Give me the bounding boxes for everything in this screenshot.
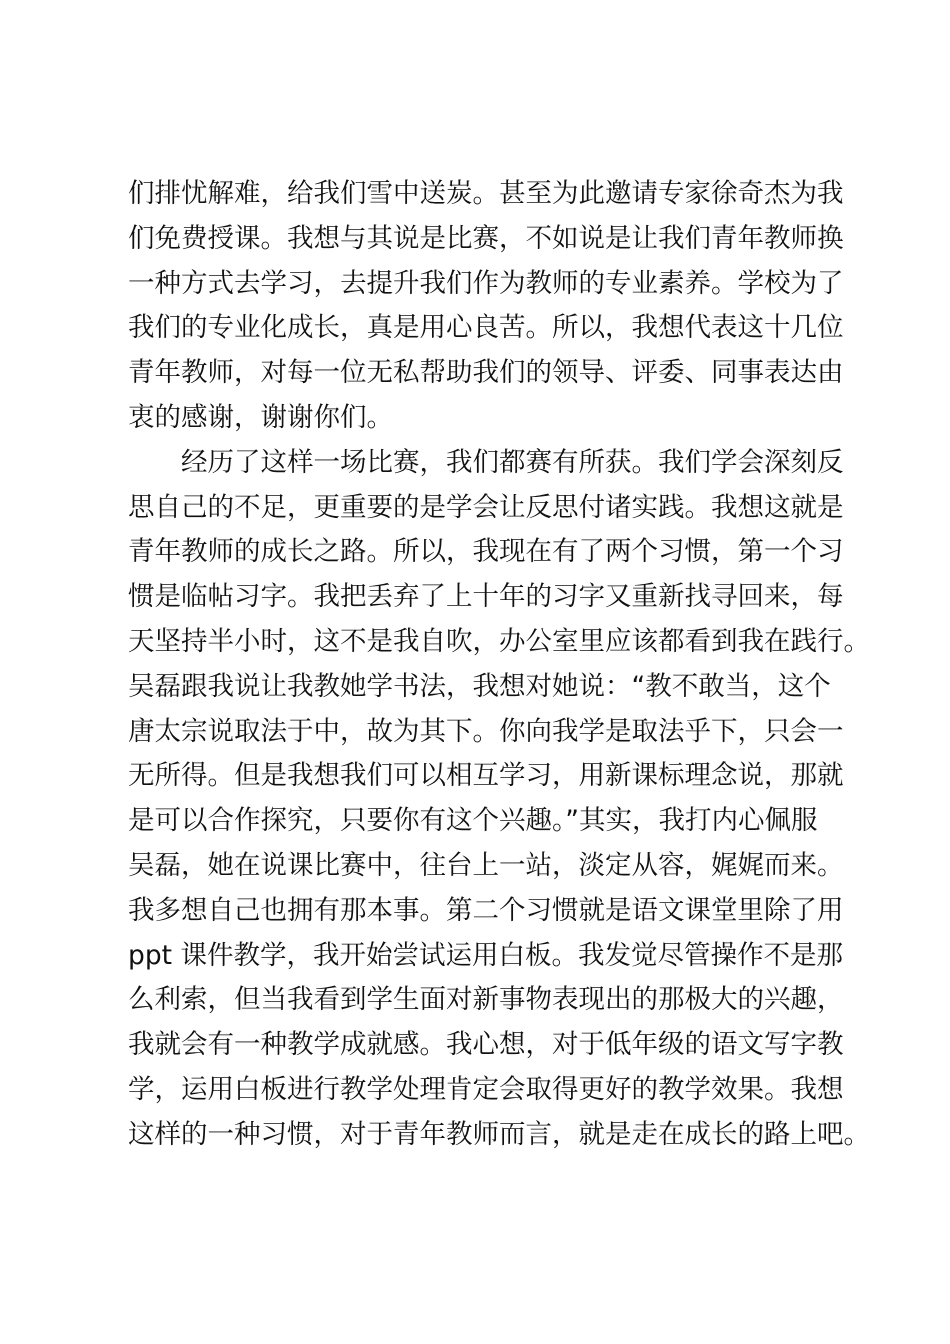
text-line-19: 么利索，但当我看到学生面对新事物表现出的那极大的兴趣， (128, 984, 844, 1016)
text-line-16: 吴磊，她在说课比赛中，往台上一站，淡定从容，娓娓而来。 (128, 849, 844, 881)
text-line-8: 思自己的不足，更重要的是学会让反思付诸实践。我想这就是 (128, 491, 844, 523)
text-line-4: 我们的专业化成长，真是用心良苦。所以，我想代表这十几位 (128, 312, 844, 344)
text-line-10: 惯是临帖习字。我把丢弃了上十年的习字又重新找寻回来，每 (128, 581, 844, 613)
text-line-18: ppt 课件教学，我开始尝试运用白板。我发觉尽管操作不是那 (128, 939, 843, 971)
text-line-1: 们排忧解难，给我们雪中送炭。甚至为此邀请专家徐奇杰为我 (128, 178, 844, 209)
text-line-2: 们免费授课。我想与其说是比赛，不如说是让我们青年教师换 (128, 222, 844, 254)
text-line-15: 是可以合作探究，只要你有这个兴趣。”其实，我打内心佩服 (128, 805, 818, 837)
text-line-22: 这样的一种习惯，对于青年教师而言，就是走在成长的路上吧。 (128, 1118, 870, 1150)
text-line-3: 一种方式去学习，去提升我们作为教师的专业素养。学校为了 (128, 267, 844, 299)
text-line-11: 天坚持半小时，这不是我自吹，办公室里应该都看到我在践行。 (128, 625, 870, 657)
text-line-13: 唐太宗说取法于中，故为其下。你向我学是取法乎下，只会一 (128, 715, 844, 747)
paragraph-start-line: 经历了这样一场比赛，我们都赛有所获。我们学会深刻反 (181, 446, 844, 478)
text-line-12: 吴磊跟我说让我教她学书法，我想对她说：“教不敢当，这个 (128, 670, 831, 702)
text-line-5: 青年教师，对每一位无私帮助我们的领导、评委、同事表达由 (128, 357, 844, 389)
text-line-6: 衷的感谢，谢谢你们。 (128, 401, 393, 433)
text-line-17: 我多想自己也拥有那本事。第二个习惯就是语文课堂里除了用 (128, 894, 844, 926)
text-line-21: 学，运用白板进行教学处理肯定会取得更好的教学效果。我想 (128, 1073, 844, 1105)
body-text (128, 172, 870, 1158)
text-line-20: 我就会有一种教学成就感。我心想，对于低年级的语文写字教 (128, 1029, 844, 1061)
text-line-9: 青年教师的成长之路。所以，我现在有了两个习惯，第一个习 (128, 536, 844, 568)
text-line-14: 无所得。但是我想我们可以相互学习，用新课标理念说，那就 (128, 760, 844, 792)
